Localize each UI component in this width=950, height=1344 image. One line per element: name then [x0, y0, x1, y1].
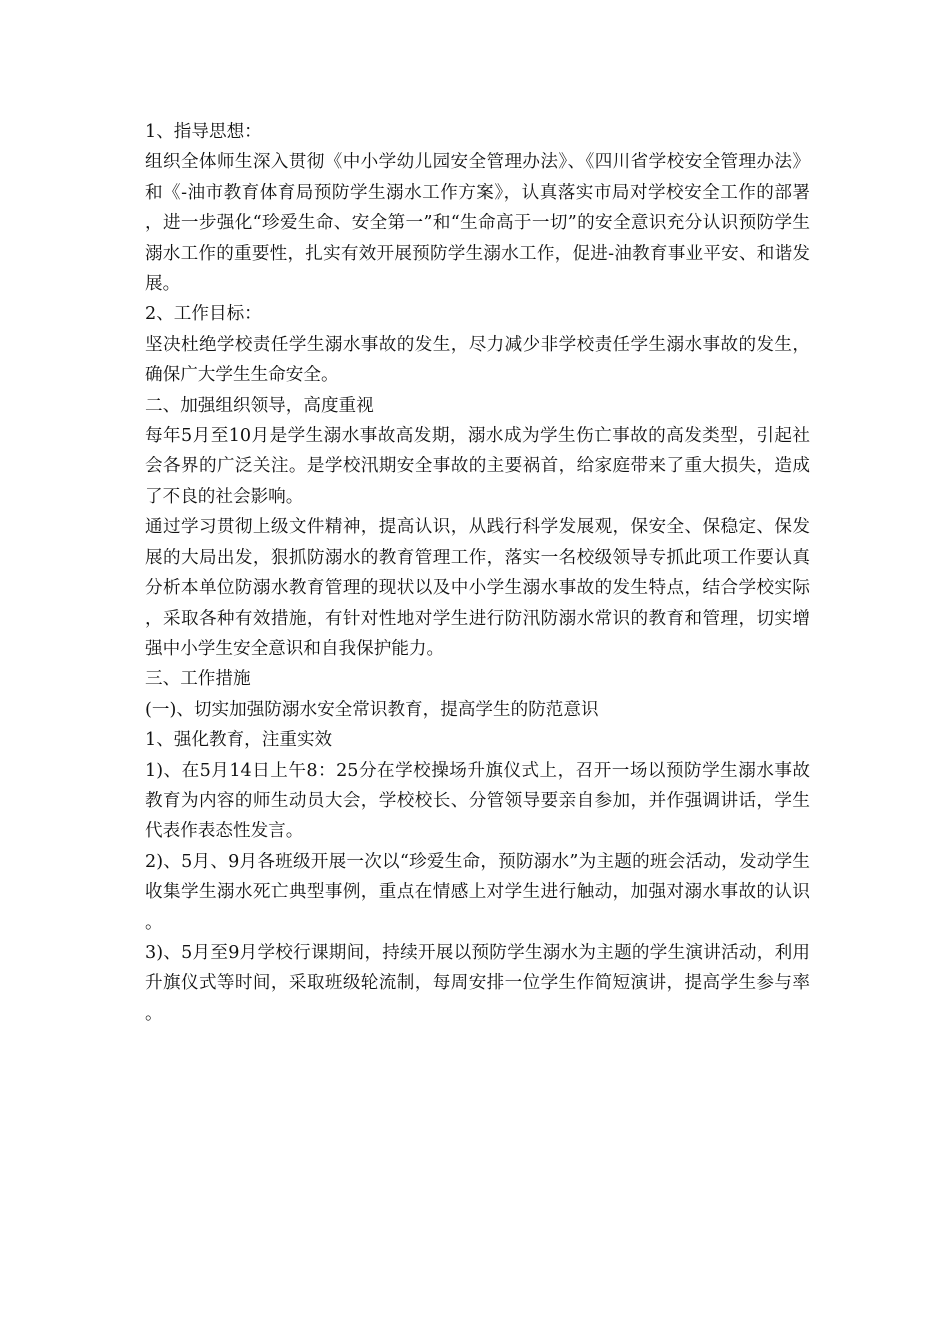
- paragraph-guiding-ideology: 组织全体师生深入贯彻《中小学幼儿园安全管理办法》、《四川省学校安全管理办法》和《-油市教育体育局预防学生溺水工作方案》，认真落实市局对学校安全工作的部署，进一步强化“珍爱生命、安全第一”和“生命高于一切”的安全意识充分认识预防学生溺水工作的重要性，扎实有效开展预防学生溺水工作，促进-油教育事业平安、和谐发展。: [145, 152, 810, 295]
- section-heading-measures: 三、工作措施: [145, 669, 251, 690]
- list-item-class-meeting: 2)、5月、9月各班级开展一次以“珍爱生命，预防溺水”为主题的班会活动，发动学生收集学生溺水死亡典型事例，重点在情感上对学生进行触动，加强对溺水事故的认识。: [145, 851, 810, 933]
- heading-guiding-ideology: 1、指导思想：: [145, 122, 262, 142]
- list-item-speech-activity: 3)、5月至9月学校行课期间，持续开展以预防学生溺水为主题的学生演讲活动，利用升旗仪式等时间，采取班级轮流制，每周安排一位学生作简短演讲，提高学生参与率。: [145, 942, 810, 1024]
- heading-work-goal: 2、工作目标：: [145, 304, 262, 325]
- subsection-heading-safety-education: (一)、切实加强防溺水安全常识教育，提高学生的防范意识: [145, 699, 599, 720]
- paragraph-high-risk-period: 每年5月至10月是学生溺水事故高发期，溺水成为学生伤亡事故的高发类型，引起社会各界的广泛关注。是学校汛期安全事故的主要祸首，给家庭带来了重大损失，造成了不良的社会影响。: [145, 426, 810, 507]
- document-body: [145, 117, 810, 1029]
- item-heading-strengthen-education: 1、强化教育，注重实效: [145, 730, 333, 751]
- paragraph-work-goal: 坚决杜绝学校责任学生溺水事故的发生，尽力减少非学校责任学生溺水事故的发生，确保广大学生生命安全。: [145, 334, 810, 386]
- section-heading-leadership: 二、加强组织领导，高度重视: [145, 395, 374, 416]
- list-item-mobilization-meeting: 1)、在5月14日上午8：25分在学校操场升旗仪式上，召开一场以预防学生溺水事故教育为内容的师生动员大会，学校校长、分管领导要亲自参加，并作强调讲话，学生代表作表态性发言。: [145, 760, 810, 842]
- paragraph-implementation: 通过学习贯彻上级文件精神，提高认识，从践行科学发展观，保安全、保稳定、保发展的大局出发，狠抓防溺水的教育管理工作，落实一名校级领导专抓此项工作要认真分析本单位防溺水教育管理的现状以及中小学生溺水事故的发生特点，结合学校实际，采取各种有效措施，有针对性地对学生进行防汛防溺水常识的教育和管理，切实增强中小学生安全意识和自我保护能力。: [145, 517, 810, 659]
